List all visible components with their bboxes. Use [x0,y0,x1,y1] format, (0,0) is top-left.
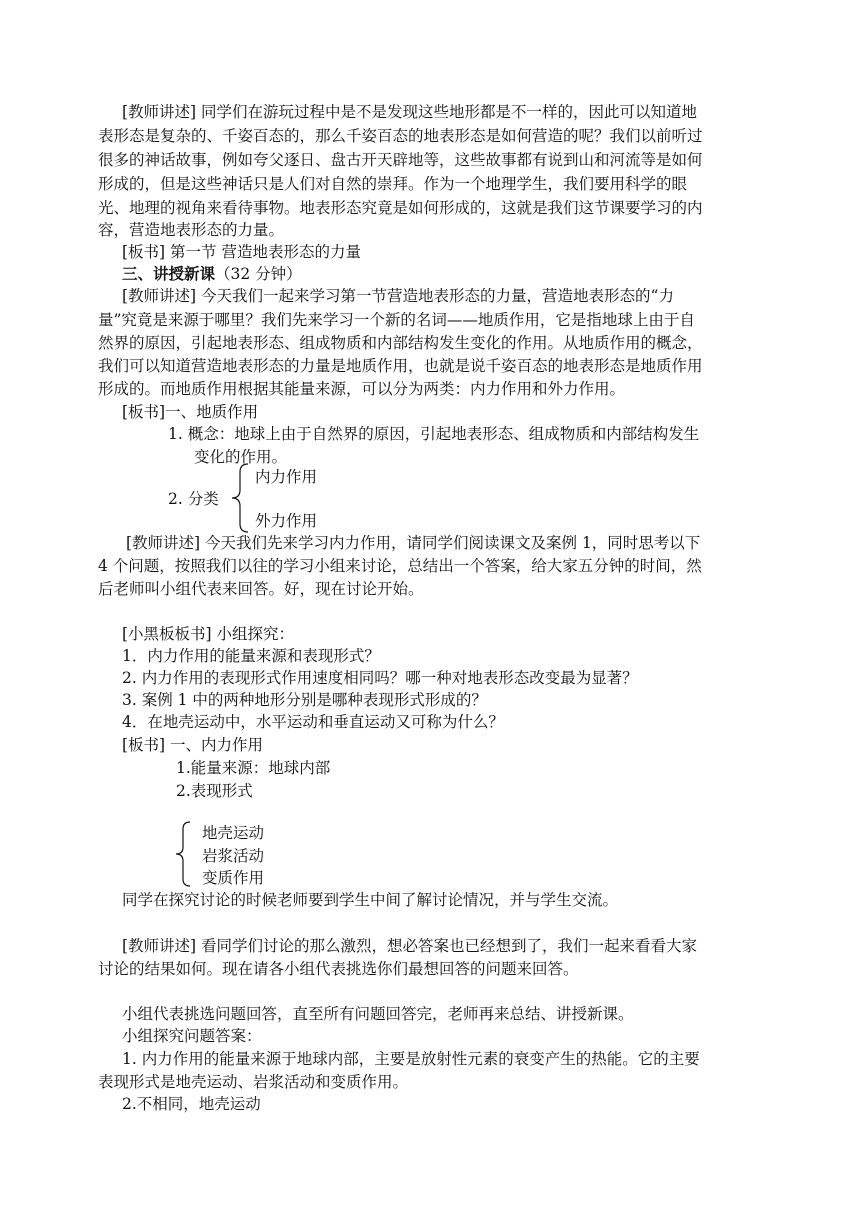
small-board-title: [小黑板板书] 小组探究： [122,625,295,643]
forms-item-2: 岩浆活动 [202,847,265,865]
answer1-line-2: 表现形式是地壳运动、岩浆活动和变质作用。 [98,1073,409,1091]
brace-icon [228,462,252,534]
classify-label: 2. 分类 [168,490,219,508]
board-title-1: [板书] 第一节 营造地表形态的力量 [122,243,361,261]
section-heading-text: 三、讲授新课 [122,264,216,283]
para1-line-1: [教师讲述] 同学们在游玩过程中是不是发现这些地形都是不一样的，因此可以知道地 [122,103,698,121]
question-3: 3. 案例 1 中的两种地形分别是哪种表现形式形成的？ [122,691,487,709]
para3-line-1: [教师讲述] 今天我们先来学习内力作用，请同学们阅读课文及案例 1，同时思考以下 [126,534,701,552]
classify-item-1: 内力作用 [255,468,318,486]
classify-item-2: 外力作用 [255,512,318,530]
para2-line-5: 形成的。而地质作用根据其能量来源，可以分为两类：内力作用和外力作用。 [98,380,626,398]
question-2: 2. 内力作用的表现形式作用速度相同吗？哪一种对地表形态改变最为显著？ [122,669,638,687]
para2-line-3: 然界的原因，引起地表形态、组成物质和内部结构发生变化的作用。从地质作用的概念， [98,334,703,352]
energy-source: 1.能量来源：地球内部 [176,759,331,777]
para1-line-3: 很多的神话故事，例如夸父逐日、盘古开天辟地等，这些故事都有说到山和河流等是如何 [98,151,703,169]
para1-line-2: 表形态是复杂的、千姿百态的，那么千姿百态的地表形态是如何营造的呢？我们以前听过 [98,127,703,145]
question-4: 4．在地壳运动中，水平运动和垂直运动又可称为什么？ [122,713,504,731]
forms-label: 2.表现形式 [176,782,253,800]
para1-line-5: 光、地理的视角来看待事物。地表形态究竟是如何形成的，这就是我们这节课要学习的内 [98,199,703,217]
board-title-3: [板书] 一、内力作用 [122,736,264,754]
para3-line-3: 后老师叫小组代表来回答。好，现在讨论开始。 [98,580,424,598]
brace-icon [172,820,194,888]
para1-line-6: 容，营造地表形态的力量。 [98,221,285,239]
para5-line-1: [教师讲述] 看同学们讨论的那么激烈，想必答案也已经想到了，我们一起来看看大家 [122,937,698,955]
board-title-2: [板书]一、地质作用 [122,403,259,421]
question-1: 1．内力作用的能量来源和表现形式？ [122,647,380,665]
para6: 小组代表挑选问题回答，直至所有问题回答完，老师再来总结、讲授新课。 [122,1005,634,1023]
para2-line-2: 量”究竟是来源于哪里？我们先来学习一个新的名词——地质作用，它是指地球上由于自 [98,311,695,329]
section-heading-time: （32 分钟） [215,265,302,283]
para3-line-2: 4 个问题，按照我们以往的学习小组来讨论，总结出一个答案，给大家五分钟的时间，然 [98,557,702,575]
forms-item-3: 变质作用 [202,869,265,887]
para1-line-4: 形成的，但是这些神话只是人们对自然的崇拜。作为一个地理学生，我们要用科学的眼 [98,175,688,193]
para2-line-1: [教师讲述] 今天我们一起来学习第一节营造地表形态的力量，营造地表形态的“力 [122,287,674,305]
concept-line-2: 变化的作用。 [194,448,288,466]
answers-title: 小组探究问题答案： [122,1027,262,1045]
para4: 同学在探究讨论的时候老师要到学生中间了解讨论情况，并与学生交流。 [122,891,619,909]
para5-line-2: 讨论的结果如何。现在请各小组代表挑选你们最想回答的问题来回答。 [98,960,579,978]
para2-line-4: 我们可以知道营造地表形态的力量是地质作用，也就是说千姿百态的地表形态是地质作用 [98,357,703,375]
answer1-line-1: 1. 内力作用的能量来源于地球内部，主要是放射性元素的衰变产生的热能。它的主要 [122,1050,700,1068]
answer2: 2.不相同，地壳运动 [122,1095,261,1113]
forms-item-1: 地壳运动 [202,824,265,842]
section-heading-3 [122,263,302,285]
concept-line-1: 1. 概念：地球上由于自然界的原因，引起地表形态、组成物质和内部结构发生 [168,425,700,443]
